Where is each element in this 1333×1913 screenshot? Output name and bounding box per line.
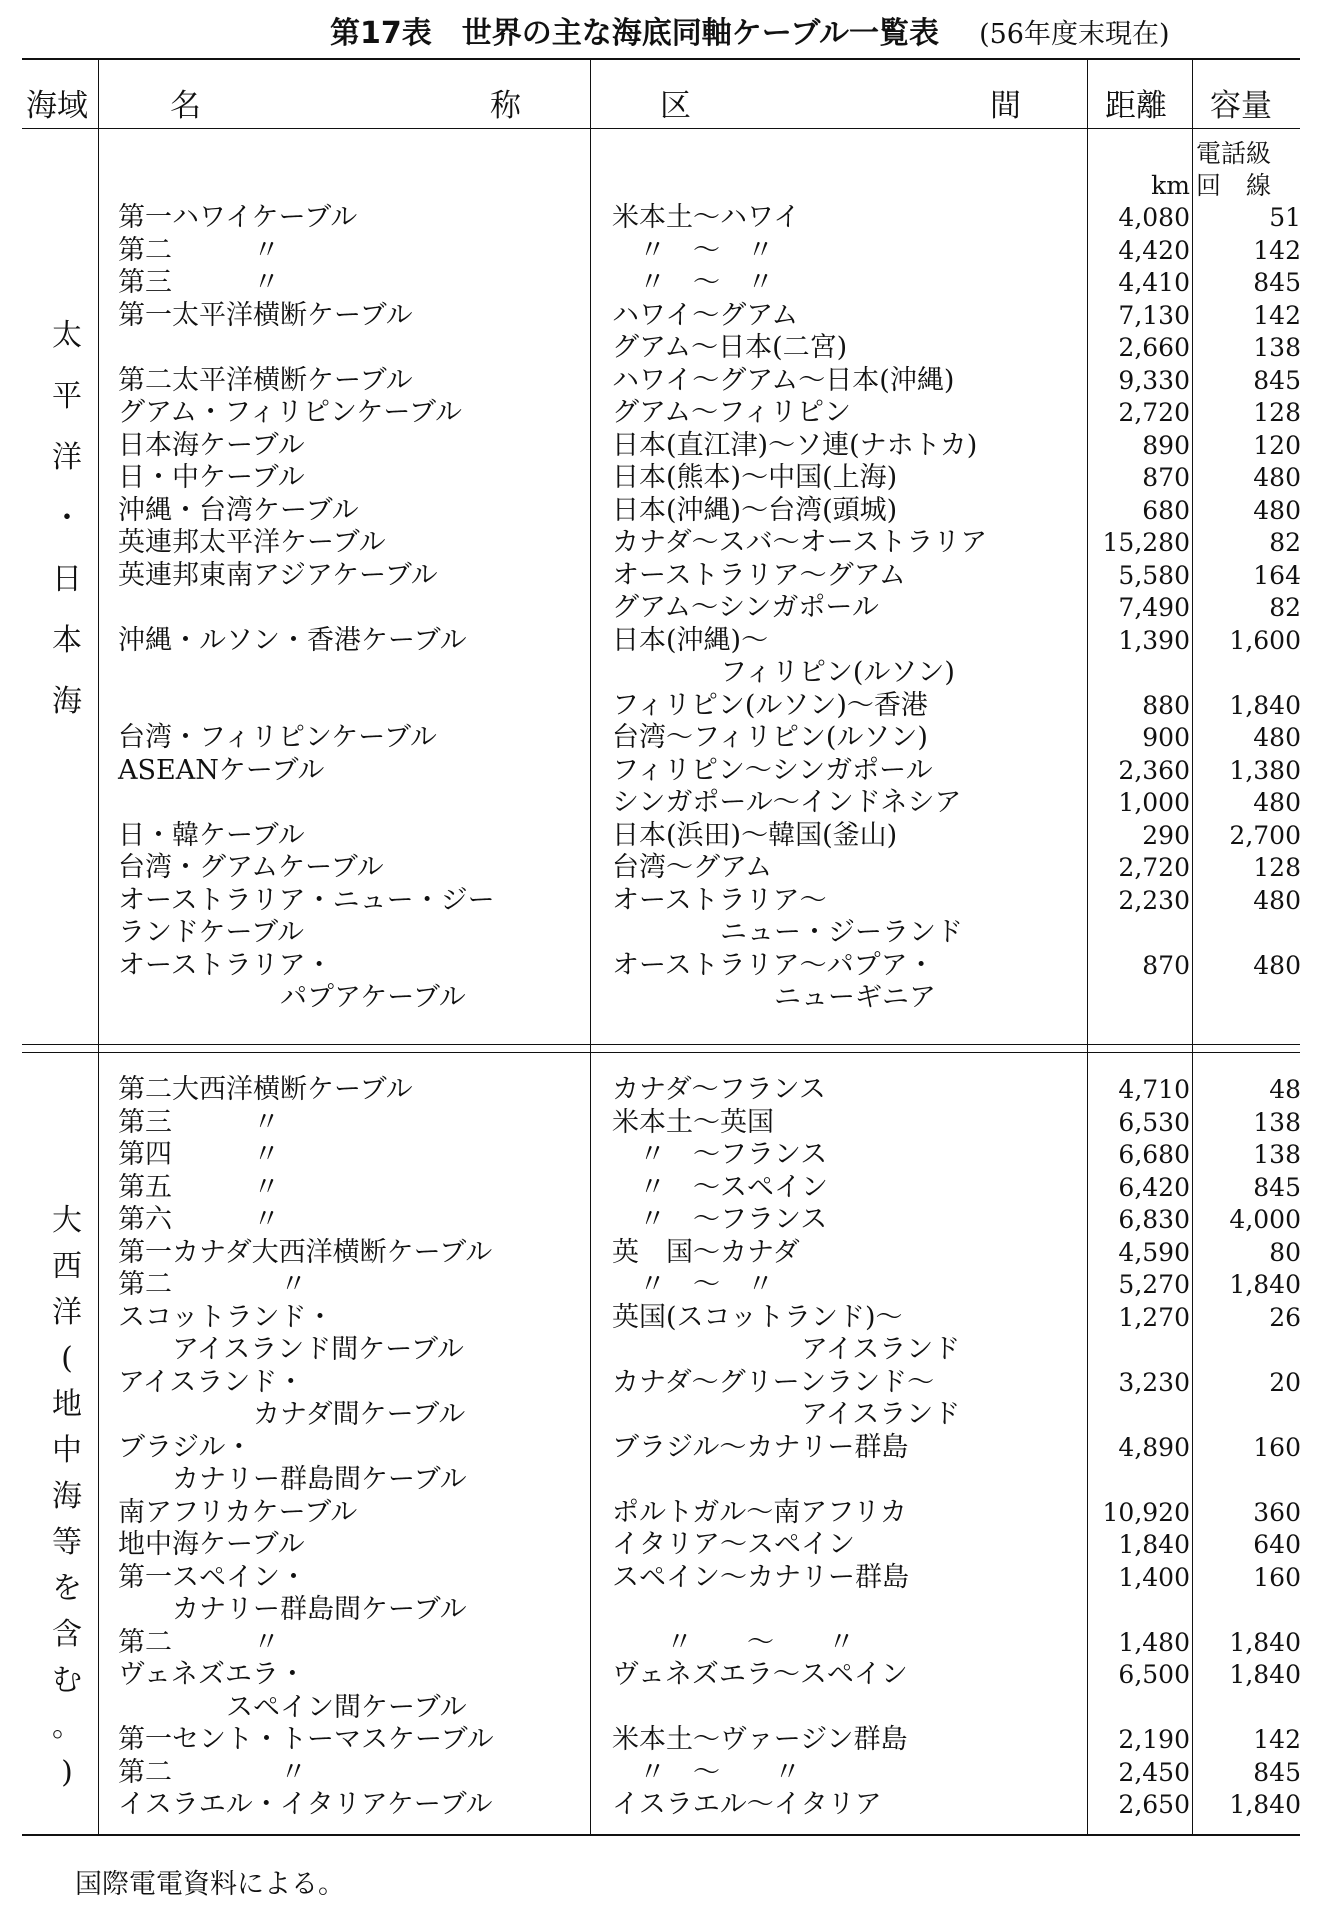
capacity-cell: 480: [1253, 723, 1301, 752]
col-rule-route: [1087, 58, 1088, 1834]
header-rule: [22, 128, 1300, 129]
cable-route: 日本(沖縄)～: [612, 624, 769, 656]
cable-name: 第一セント・トーマスケーブル: [118, 1724, 494, 1755]
header-name-2: 称: [490, 88, 521, 124]
capacity-cell: 80: [1269, 1237, 1301, 1267]
distance-cell: 1,400: [1118, 1562, 1190, 1592]
distance-cell: 6,500: [1118, 1660, 1190, 1689]
sea-label-char: を: [52, 1571, 82, 1606]
unit-capacity-b: 回 線: [1196, 171, 1272, 200]
cable-name: 日・中ケーブル: [118, 462, 305, 493]
capacity-cell: 82: [1269, 528, 1301, 557]
cable-route: オーストラリア～パプア・: [612, 949, 935, 981]
distance-cell: 2,720: [1118, 398, 1190, 427]
col-rule-sea: [98, 58, 99, 1834]
cable-name: ランドケーブル: [118, 917, 305, 948]
cable-route: ハワイ～グアム～日本(沖縄): [612, 364, 955, 396]
distance-cell: 870: [1142, 950, 1190, 980]
top-rule: [22, 58, 1300, 60]
sea-atlantic-label: [48, 1198, 86, 1796]
capacity-cell: 480: [1253, 495, 1301, 525]
cable-route: 英 国～カナダ: [612, 1236, 800, 1268]
cable-route: 米本土～英国: [612, 1106, 774, 1138]
sea-label-char: 本: [52, 623, 82, 658]
cable-name: スペイン間ケーブル: [118, 1691, 467, 1723]
cable-route: 英国(スコットランド)～: [612, 1301, 903, 1333]
title-main: 第17表 世界の主な海底同軸ケーブル一覧表: [330, 16, 940, 51]
distance-cell: 2,660: [1118, 333, 1190, 362]
distance-cell: 290: [1142, 820, 1190, 850]
capacity-cell: 1,840: [1229, 1270, 1301, 1299]
sea-label-char: 洋: [52, 440, 82, 475]
sea-label-char: ): [61, 1755, 73, 1790]
distance-cell: 1,000: [1118, 788, 1190, 817]
cable-name: アイスランド間ケーブル: [118, 1334, 464, 1365]
cable-name: 第四 〃: [118, 1139, 280, 1170]
header-distance: 距離: [1105, 88, 1167, 124]
capacity-cell: 82: [1269, 593, 1301, 622]
sea-label-char: 海: [52, 1479, 82, 1514]
capacity-cell: 845: [1253, 1172, 1301, 1202]
col-rule-name: [590, 58, 591, 1834]
capacity-cell: 138: [1253, 333, 1301, 362]
distance-cell: 900: [1142, 723, 1190, 752]
header-name-1: 名: [170, 88, 201, 124]
cable-route: フィリピン(ルソン): [612, 657, 955, 688]
capacity-cell: 128: [1253, 853, 1301, 882]
cable-route: ニュー・ジーランド: [612, 917, 963, 948]
capacity-cell: 4,000: [1229, 1205, 1301, 1234]
header-capacity: 容量: [1210, 88, 1272, 124]
distance-cell: 870: [1142, 463, 1190, 492]
cable-route: 〃 ～ 〃: [612, 267, 774, 298]
distance-cell: 2,450: [1118, 1757, 1190, 1787]
cable-route: カナダ～グリーンランド～: [612, 1366, 935, 1398]
cable-name: 台湾・フィリピンケーブル: [118, 722, 437, 753]
cable-name: カナダ間ケーブル: [118, 1399, 466, 1430]
header-sea: 海域: [26, 88, 88, 124]
sea-label-char: 太: [52, 318, 82, 353]
cable-name: パプアケーブル: [118, 982, 466, 1013]
distance-cell: 4,710: [1118, 1075, 1190, 1104]
sea-label-char: 等: [52, 1525, 82, 1560]
cable-route: 日本(浜田)～韓国(釜山): [612, 819, 898, 851]
distance-cell: 2,190: [1118, 1725, 1190, 1754]
capacity-cell: 2,700: [1229, 820, 1301, 850]
cable-route: 日本(直江津)～ソ連(ナホトカ): [612, 429, 978, 461]
title-date: (56年度末現在): [979, 19, 1170, 50]
capacity-cell: 1,840: [1229, 1660, 1301, 1689]
capacity-cell: 1,600: [1229, 625, 1301, 655]
cable-name: オーストラリア・: [118, 949, 333, 981]
cable-route: グアム～日本(二宮): [612, 332, 848, 363]
cable-route: スペイン～カナリー群島: [612, 1561, 909, 1593]
distance-cell: 4,410: [1118, 268, 1190, 297]
sea-pacific-label: [48, 305, 86, 732]
cable-name: 沖縄・ルソン・香港ケーブル: [118, 624, 467, 656]
capacity-cell: 51: [1269, 203, 1301, 232]
distance-cell: 15,280: [1102, 528, 1190, 557]
distance-cell: 5,270: [1118, 1270, 1190, 1299]
cable-name: 日・韓ケーブル: [118, 819, 305, 851]
unit-km: km: [1151, 171, 1190, 200]
distance-cell: 6,530: [1118, 1107, 1190, 1137]
capacity-cell: 480: [1253, 950, 1301, 980]
cable-name: アイスランド・: [118, 1366, 305, 1398]
capacity-cell: 142: [1253, 235, 1301, 265]
capacity-cell: 120: [1253, 430, 1301, 460]
capacity-cell: 26: [1269, 1302, 1301, 1332]
sea-atlantic: [48, 1198, 86, 1796]
cable-route: ポルトガル～南アフリカ: [612, 1496, 907, 1528]
cable-name: オーストラリア・ニュー・ジー: [118, 884, 495, 916]
cable-route: シンガポール～インドネシア: [612, 787, 962, 818]
distance-cell: 4,890: [1118, 1432, 1190, 1462]
cable-name: 第二 〃: [118, 1626, 280, 1658]
distance-cell: 4,420: [1118, 235, 1190, 265]
cable-name: 沖縄・台湾ケーブル: [118, 494, 359, 526]
cable-route: イスラエル～イタリア: [612, 1789, 882, 1820]
distance-cell: 9,330: [1118, 365, 1190, 395]
source-note: 国際電電資料による。: [75, 1869, 345, 1900]
capacity-cell: 138: [1253, 1140, 1301, 1169]
bottom-rule: [22, 1834, 1300, 1836]
cable-name: 南アフリカケーブル: [118, 1496, 358, 1528]
capacity-cell: 138: [1253, 1107, 1301, 1137]
capacity-cell: 480: [1253, 788, 1301, 817]
distance-cell: 890: [1142, 430, 1190, 460]
distance-cell: 7,130: [1118, 300, 1190, 330]
cable-route: 〃 ～フランス: [612, 1139, 828, 1170]
cable-name: グアム・フィリピンケーブル: [118, 397, 462, 428]
cable-route: 〃 ～スペイン: [612, 1171, 828, 1203]
sea-label-char: 地: [52, 1387, 82, 1422]
sea-label-char: 含: [52, 1617, 82, 1652]
cable-route: 〃 ～ 〃: [612, 234, 774, 266]
cable-name: カナリー群島間ケーブル: [118, 1464, 467, 1495]
capacity-cell: 142: [1253, 1725, 1301, 1754]
capacity-cell: 160: [1253, 1562, 1301, 1592]
cable-route: イタリア～スペイン: [612, 1529, 855, 1560]
capacity-cell: 640: [1253, 1530, 1301, 1559]
cable-name: 英連邦太平洋ケーブル: [118, 527, 386, 558]
cable-name: イスラエル・イタリアケーブル: [118, 1789, 493, 1820]
distance-cell: 4,080: [1118, 203, 1190, 232]
cable-name: 第二大西洋横断ケーブル: [118, 1074, 413, 1105]
sea-label-char: 平: [52, 379, 82, 414]
capacity-cell: 480: [1253, 885, 1301, 915]
cable-name: 第二 〃: [118, 1269, 307, 1300]
sea-label-char: む: [52, 1663, 82, 1698]
distance-cell: 5,580: [1118, 560, 1190, 590]
cable-route: アイスランド: [612, 1399, 961, 1430]
capacity-cell: 360: [1253, 1497, 1301, 1527]
sea-label-char: (: [61, 1341, 73, 1376]
cable-route: カナダ～フランス: [612, 1074, 826, 1105]
sea-label-char: 中: [52, 1433, 82, 1468]
cable-route: 米本土～ハワイ: [612, 202, 801, 233]
cable-route: グアム～シンガポール: [612, 592, 879, 623]
cable-route: ブラジル～カナリー群島: [612, 1431, 909, 1463]
distance-cell: 6,830: [1118, 1205, 1190, 1234]
cable-route: フィリピン(ルソン)～香港: [612, 689, 928, 721]
distance-cell: 680: [1142, 495, 1190, 525]
cable-route: アイスランド: [612, 1334, 961, 1365]
cable-name: 第二 〃: [118, 234, 280, 266]
cable-name: 第二太平洋横断ケーブル: [118, 364, 413, 396]
cable-route: 日本(沖縄)～台湾(頭城): [612, 494, 898, 526]
sea-pacific: [48, 305, 86, 732]
capacity-cell: 1,840: [1229, 1627, 1301, 1657]
cable-name: 第一ハワイケーブル: [118, 202, 358, 233]
cable-name: 日本海ケーブル: [118, 429, 305, 461]
cable-route: オーストラリア～グアム: [612, 559, 906, 591]
cable-name: 第二 〃: [118, 1756, 307, 1788]
sea-label-char: 大: [52, 1203, 82, 1238]
cable-name: 第三 〃: [118, 267, 280, 298]
capacity-cell: 48: [1269, 1075, 1301, 1104]
cable-route: 〃 ～ 〃: [612, 1269, 774, 1300]
sea-label-char: 海: [52, 684, 82, 719]
distance-cell: 1,270: [1118, 1302, 1190, 1332]
cable-route: ヴェネズエラ～スペイン: [612, 1659, 908, 1690]
distance-cell: 4,590: [1118, 1237, 1190, 1267]
cable-name: 第一スペイン・: [118, 1561, 307, 1593]
distance-cell: 3,230: [1118, 1367, 1190, 1397]
distance-cell: 1,840: [1118, 1530, 1190, 1559]
sea-label-char: 日: [52, 562, 82, 597]
distance-cell: 2,720: [1118, 853, 1190, 882]
capacity-cell: 164: [1253, 560, 1301, 590]
cable-name: 地中海ケーブル: [118, 1529, 305, 1560]
cable-name: カナリー群島間ケーブル: [118, 1594, 467, 1625]
capacity-cell: 1,840: [1229, 690, 1301, 720]
capacity-cell: 128: [1253, 398, 1301, 427]
section-rule-1: [22, 1044, 1300, 1045]
sea-label-char: 。: [52, 1709, 82, 1744]
capacity-cell: 160: [1253, 1432, 1301, 1462]
sea-label-char: 洋: [52, 1295, 82, 1330]
cable-route: 〃 ～ 〃: [612, 1756, 801, 1788]
distance-cell: 6,420: [1118, 1172, 1190, 1202]
cable-name: 第六 〃: [118, 1204, 280, 1235]
distance-cell: 2,230: [1118, 885, 1190, 915]
capacity-cell: 845: [1253, 365, 1301, 395]
header-route-1: 区: [660, 88, 691, 124]
sea-label-char: 西: [52, 1249, 82, 1284]
cable-route: 〃 ～ 〃: [612, 1626, 855, 1658]
cable-name: 台湾・グアムケーブル: [118, 852, 384, 883]
cable-route: 台湾～グアム: [612, 852, 773, 883]
capacity-cell: 845: [1253, 268, 1301, 297]
cable-route: ハワイ～グアム: [612, 299, 799, 331]
distance-cell: 6,680: [1118, 1140, 1190, 1169]
cable-name: ヴェネズエラ・: [118, 1659, 306, 1690]
cable-route: ニューギニア: [612, 982, 936, 1013]
distance-cell: 2,650: [1118, 1790, 1190, 1819]
capacity-cell: 142: [1253, 300, 1301, 330]
distance-cell: 1,390: [1118, 625, 1190, 655]
sea-label-char: ・: [52, 501, 82, 536]
cable-route: フィリピン～シンガポール: [612, 754, 933, 786]
cable-name: スコットランド・: [118, 1301, 334, 1333]
section-rule-2: [22, 1052, 1300, 1053]
cable-route: カナダ～スバ～オーストラリア: [612, 527, 988, 558]
cable-route: グアム～フィリピン: [612, 397, 851, 428]
capacity-cell: 480: [1253, 463, 1301, 492]
cable-name: 第一カナダ大西洋横断ケーブル: [118, 1236, 493, 1268]
col-rule-distance: [1192, 58, 1193, 1834]
cable-name: 第五 〃: [118, 1171, 280, 1203]
cable-route: 〃 ～フランス: [612, 1204, 828, 1235]
distance-cell: 1,480: [1118, 1627, 1190, 1657]
cable-name: ASEANケーブル: [118, 754, 325, 786]
header-route-2: 間: [990, 88, 1021, 124]
unit-capacity-a: 電話級: [1196, 139, 1272, 168]
cable-route: 米本土～ヴァージン群島: [612, 1724, 908, 1755]
distance-cell: 10,920: [1102, 1497, 1190, 1527]
capacity-cell: 845: [1253, 1757, 1301, 1787]
capacity-cell: 1,380: [1229, 755, 1301, 785]
distance-cell: 880: [1142, 690, 1190, 720]
capacity-cell: 20: [1269, 1367, 1301, 1397]
capacity-cell: 1,840: [1229, 1790, 1301, 1819]
cable-name: 英連邦東南アジアケーブル: [118, 559, 438, 591]
cable-name: 第一太平洋横断ケーブル: [118, 299, 413, 331]
distance-cell: 7,490: [1118, 593, 1190, 622]
cable-route: 台湾～フィリピン(ルソン): [612, 722, 928, 753]
table-title: [330, 8, 1170, 52]
cable-name: ブラジル・: [118, 1431, 253, 1463]
cable-route: オーストラリア～: [612, 884, 827, 916]
cable-route: 日本(熊本)～中国(上海): [612, 462, 898, 493]
distance-cell: 2,360: [1118, 755, 1190, 785]
cable-name: 第三 〃: [118, 1106, 280, 1138]
